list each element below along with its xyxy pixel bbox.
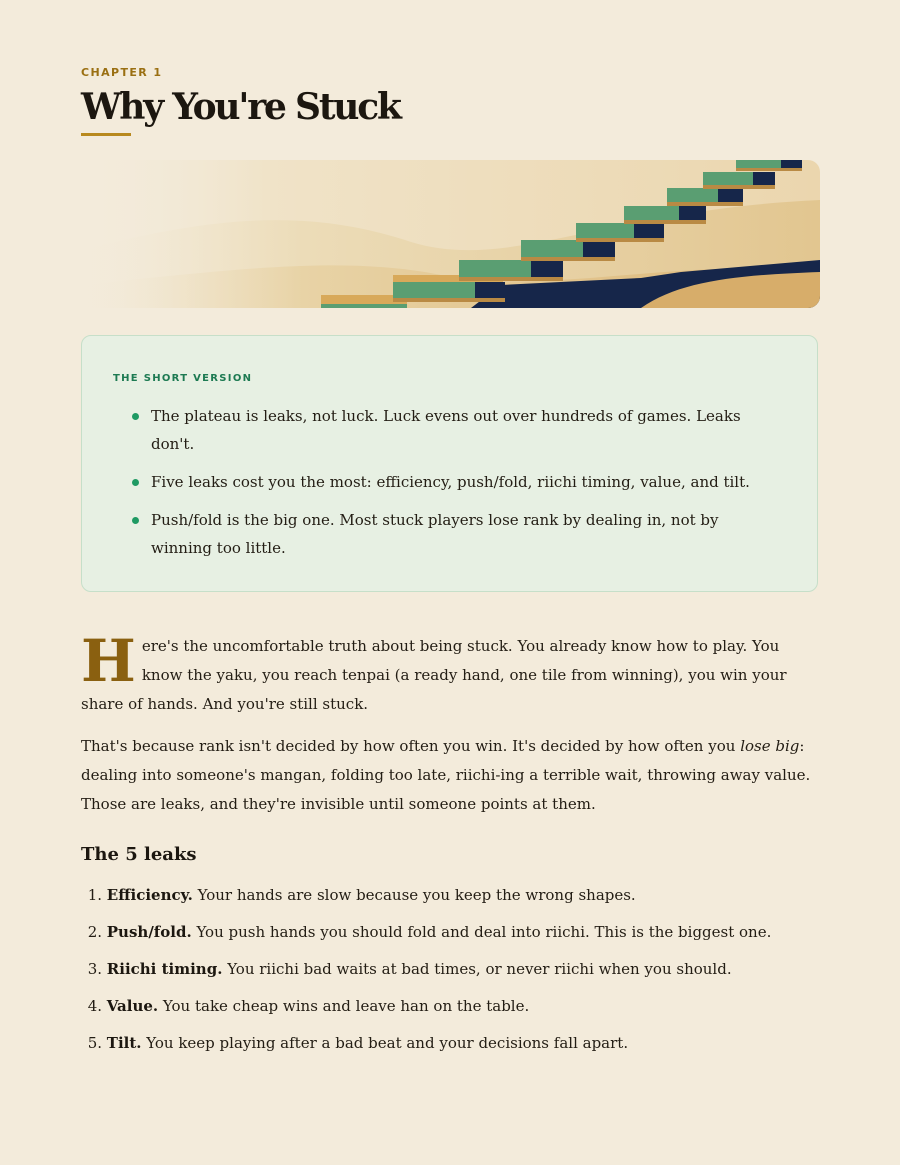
tile-step-7 — [667, 188, 743, 206]
leak-description: You push hands you should fold and deal into riichi. This is the biggest one. — [191, 923, 772, 941]
leak-number: 2. — [87, 923, 102, 941]
leak-term: Push/fold. — [106, 923, 192, 941]
leak-item — [81, 1029, 821, 1058]
tile-step-5 — [576, 223, 664, 242]
explanation-text-after: : dealing into someone's mangan, folding too late, riichi-ing a terrible wait, throwing away value. Those are leaks, and they're invisible until someone points at them. — [81, 737, 811, 813]
tile-step-3 — [459, 260, 563, 281]
leak-term: Value. — [106, 997, 159, 1015]
summary-list — [113, 402, 763, 572]
chapter-eyebrow: CHAPTER 1 — [81, 66, 163, 79]
summary-item — [113, 506, 763, 562]
bullet-dot-icon — [132, 413, 139, 420]
summary-item-text: Five leaks cost you the most: efficiency, push/fold, riichi timing, value, and tilt. — [151, 473, 750, 491]
leaks-list — [81, 881, 821, 1066]
summary-item-text: The plateau is leaks, not luck. Luck evens out over hundreds of games. Leaks don't. — [151, 407, 741, 453]
leak-term: Efficiency. — [106, 886, 193, 904]
drop-cap: H — [81, 627, 136, 695]
summary-box — [81, 335, 818, 592]
summary-label: THE SHORT VERSION — [113, 373, 253, 384]
leak-description: You riichi bad waits at bad times, or never riichi when you should. — [222, 960, 732, 978]
emphasis-text: lose big — [740, 737, 800, 755]
leak-item — [81, 992, 821, 1021]
title-underline — [81, 133, 131, 136]
summary-item-text: Push/fold is the big one. Most stuck players lose rank by dealing in, not by winning too little. — [151, 511, 719, 557]
leak-item — [81, 918, 821, 947]
page-title: Why You're Stuck — [81, 86, 400, 128]
staircase-of-mahjong-tiles-illustration — [81, 160, 820, 308]
leak-description: You take cheap wins and leave han on the table. — [158, 997, 530, 1015]
tile-step-4 — [521, 240, 615, 261]
leak-number: 4. — [87, 997, 102, 1015]
leak-item — [81, 881, 821, 910]
leak-number: 5. — [87, 1034, 102, 1052]
bullet-dot-icon — [132, 479, 139, 486]
summary-item — [113, 468, 763, 496]
leak-term: Tilt. — [106, 1034, 142, 1052]
tile-step-9 — [736, 160, 802, 171]
leak-number: 1. — [87, 886, 102, 904]
leak-description: Your hands are slow because you keep the wrong shapes. — [192, 886, 636, 904]
intro-paragraph — [81, 627, 821, 719]
tile-step-6 — [624, 206, 706, 224]
leak-item — [81, 955, 821, 984]
leak-term: Riichi timing. — [106, 960, 223, 978]
explanation-text-before: That's because rank isn't decided by how often you win. It's decided by how often you — [81, 737, 741, 755]
tile-step-8 — [703, 172, 775, 189]
intro-paragraph-text: ere's the uncomfortable truth about being stuck. You already know how to play. You know the yaku, you reach tenpai (a ready hand, one tile from winning), you win your share of hands. And you're still stuck. — [81, 637, 787, 713]
explanation-paragraph — [81, 732, 821, 819]
bullet-dot-icon — [132, 517, 139, 524]
leaks-heading: The 5 leaks — [81, 844, 197, 865]
summary-item — [113, 402, 763, 458]
leak-description: You keep playing after a bad beat and your decisions fall apart. — [141, 1034, 629, 1052]
leak-number: 3. — [87, 960, 102, 978]
